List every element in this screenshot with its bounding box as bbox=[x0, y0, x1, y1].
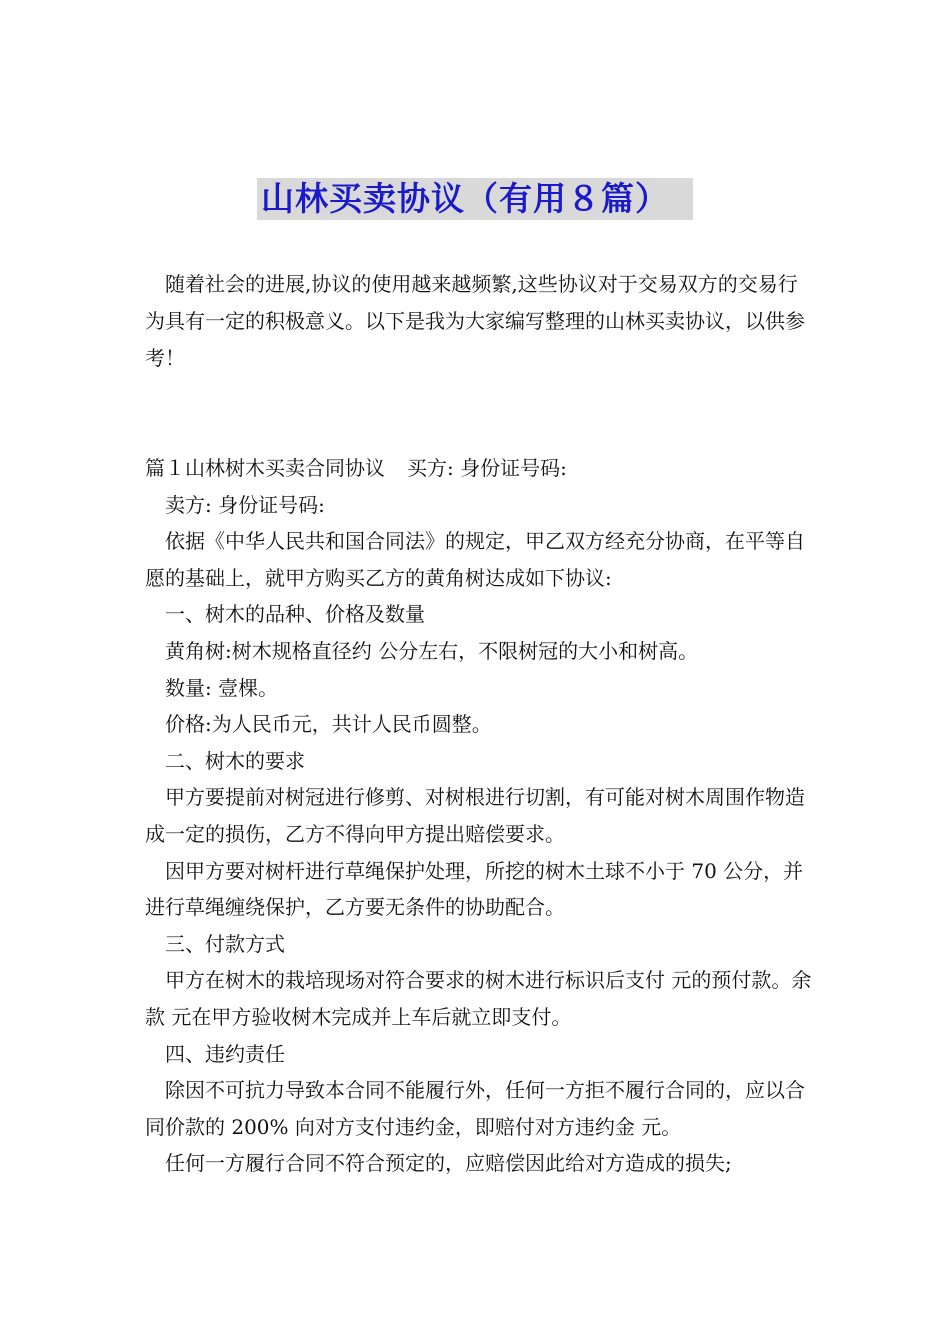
seller-line: 卖方: 身份证号码: bbox=[165, 492, 325, 517]
section-heading: 三、付款方式 bbox=[165, 931, 285, 956]
buyer-line: 买方: 身份证号码: bbox=[407, 456, 567, 480]
section-heading: 一、树木的品种、价格及数量 bbox=[165, 602, 425, 627]
body-paragraph: 依据《中华人民共和国合同法》的规定，甲乙双方经充分协商，在平等自愿的基础上，就甲方购买乙方的黄角树达成如下协议: bbox=[145, 529, 805, 590]
body-paragraph: 任何一方履行合同不符合预定的，应赔偿因此给对方造成的损失; bbox=[165, 1151, 732, 1176]
body-paragraph: 甲方在树木的栽培现场对符合要求的树木进行标识后支付 元的预付款。余款 元在甲方验收树木完成并上车后就立即支付。 bbox=[145, 968, 812, 1029]
body-paragraph: 除因不可抗力导致本合同不能履行外，任何一方拒不履行合同的，应以合同价款的 200% 向对方支付违约金，即赔付对方违约金 元。 bbox=[145, 1078, 805, 1139]
contract-body bbox=[145, 450, 817, 1182]
section-heading: 二、树木的要求 bbox=[165, 748, 305, 773]
article-heading: 篇１山林树木买卖合同协议 bbox=[145, 456, 385, 480]
article-heading-line bbox=[145, 450, 817, 487]
title-block bbox=[0, 178, 950, 220]
intro-paragraph: 随着社会的进展,协议的使用越来越频繁,这些协议对于交易双方的交易行为具有一定的积极意义。以下是我为大家编写整理的山林买卖协议，以供参考！ bbox=[145, 272, 805, 370]
body-paragraph: 黄角树:树木规格直径约 公分左右，不限树冠的大小和树高。 bbox=[165, 638, 699, 663]
body-paragraph: 甲方要提前对树冠进行修剪、对树根进行切割，有可能对树木周围作物造成一定的损伤，乙方不得向甲方提出赔偿要求。 bbox=[145, 785, 805, 846]
intro-section bbox=[145, 266, 815, 377]
document-title: 山林买卖协议（有用８篇） bbox=[257, 178, 693, 220]
body-paragraph: 因甲方要对树杆进行草绳保护处理，所挖的树木土球不小于 70 公分，并进行草绳缠绕保护，乙方要无条件的协助配合。 bbox=[145, 858, 804, 920]
section-heading: 四、违约责任 bbox=[165, 1041, 285, 1066]
body-paragraph: 数量: 壹棵。 bbox=[165, 675, 279, 700]
body-paragraph: 价格:为人民币元，共计人民币圆整。 bbox=[165, 712, 492, 737]
